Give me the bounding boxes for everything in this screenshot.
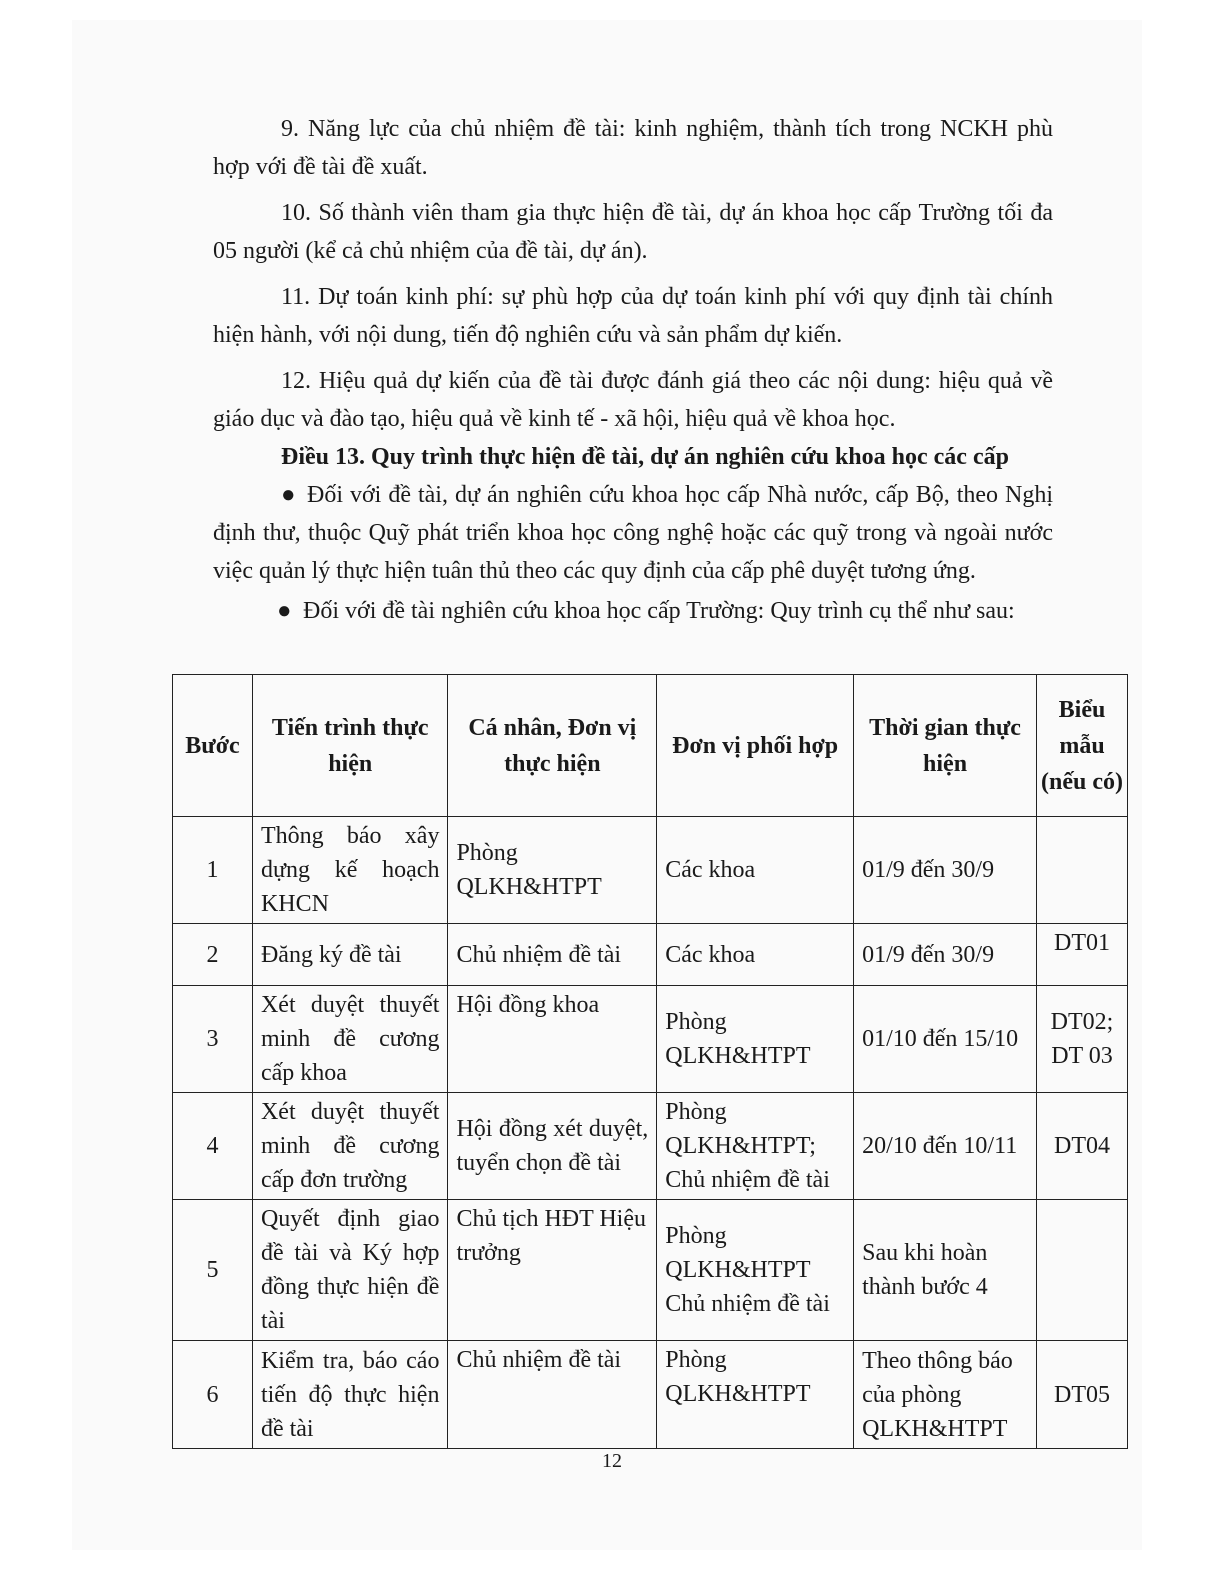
cell-process: Xét duyệt thuyết minh đề cương cấp đơn trường xyxy=(252,1093,448,1200)
cell-form xyxy=(1037,1200,1128,1341)
cell-process: Quyết định giao đề tài và Ký hợp đồng thực hiện đề tài xyxy=(252,1200,448,1341)
cell-process: Kiểm tra, báo cáo tiến độ thực hiện đề tài xyxy=(252,1341,448,1449)
cell-form: DT01 xyxy=(1037,924,1128,986)
cell-time: 01/9 đến 30/9 xyxy=(854,817,1037,924)
bullet-icon: ● xyxy=(281,482,296,508)
header-form: Biểu mẫu (nếu có) xyxy=(1037,675,1128,817)
bullet-item-school xyxy=(213,592,1053,630)
bullet-text: Đối với đề tài nghiên cứu khoa học cấp Trường: Quy trình cụ thể như sau: xyxy=(303,598,1015,624)
bullet-icon: ● xyxy=(277,598,292,624)
cell-coordinator: Phòng QLKH&HTPT; Chủ nhiệm đề tài xyxy=(657,1093,854,1200)
cell-form: DT04 xyxy=(1037,1093,1128,1200)
cell-step: 3 xyxy=(173,986,253,1093)
cell-time: 01/10 đến 15/10 xyxy=(854,986,1037,1093)
header-executor: Cá nhân, Đơn vị thực hiện xyxy=(448,675,657,817)
cell-coordinator: Các khoa xyxy=(657,817,854,924)
cell-process: Đăng ký đề tài xyxy=(252,924,448,986)
table-row xyxy=(173,1200,1128,1341)
paragraph-12: 12. Hiệu quả dự kiến của đề tài được đánh giá theo các nội dung: hiệu quả về giáo dục và đào tạo, hiệu quả về kinh tế - xã hội, hiệu quả về khoa học. xyxy=(213,368,1053,432)
cell-executor: Phòng QLKH&HTPT xyxy=(448,817,657,924)
table-header-row xyxy=(173,675,1128,817)
header-coordinator: Đơn vị phối hợp xyxy=(657,675,854,817)
cell-step: 4 xyxy=(173,1093,253,1200)
cell-step: 2 xyxy=(173,924,253,986)
cell-form: DT05 xyxy=(1037,1341,1128,1449)
cell-step: 6 xyxy=(173,1341,253,1449)
cell-coordinator: Phòng QLKH&HTPT Chủ nhiệm đề tài xyxy=(657,1200,854,1341)
cell-process: Thông báo xây dựng kế hoạch KHCN xyxy=(252,817,448,924)
table-row xyxy=(173,1093,1128,1200)
cell-time: Sau khi hoàn thành bước 4 xyxy=(854,1200,1037,1341)
table-row xyxy=(173,986,1128,1093)
table-row xyxy=(173,924,1128,986)
header-time: Thời gian thực hiện xyxy=(854,675,1037,817)
cell-step: 1 xyxy=(173,817,253,924)
document-body xyxy=(213,110,1053,630)
table-row xyxy=(173,817,1128,924)
cell-time: Theo thông báo của phòng QLKH&HTPT xyxy=(854,1341,1037,1449)
cell-time: 20/10 đến 10/11 xyxy=(854,1093,1037,1200)
cell-form: DT02; DT 03 xyxy=(1037,986,1128,1093)
cell-coordinator: Các khoa xyxy=(657,924,854,986)
cell-coordinator: Phòng QLKH&HTPT xyxy=(657,1341,854,1449)
cell-executor: Chủ nhiệm đề tài xyxy=(448,924,657,986)
cell-process: Xét duyệt thuyết minh đề cương cấp khoa xyxy=(252,986,448,1093)
cell-executor: Chủ nhiệm đề tài xyxy=(448,1341,657,1449)
cell-executor: Chủ tịch HĐT Hiệu trưởng xyxy=(448,1200,657,1341)
procedure-table xyxy=(172,674,1128,1449)
bullet-text: Đối với đề tài, dự án nghiên cứu khoa học cấp Nhà nước, cấp Bộ, theo Nghị định thư, thuộc Quỹ phát triển khoa học công nghệ hoặc các quỹ trong và ngoài nước việc quản lý thực hiện tuân thủ theo các quy định của cấp phê duyệt tương ứng. xyxy=(213,482,1053,584)
cell-coordinator: Phòng QLKH&HTPT xyxy=(657,986,854,1093)
paragraph-9: 9. Năng lực của chủ nhiệm đề tài: kinh nghiệm, thành tích trong NCKH phù hợp với đề tài đề xuất. xyxy=(213,116,1053,180)
cell-form xyxy=(1037,817,1128,924)
table-row xyxy=(173,1341,1128,1449)
cell-executor: Hội đồng xét duyệt, tuyển chọn đề tài xyxy=(448,1093,657,1200)
cell-time: 01/9 đến 30/9 xyxy=(854,924,1037,986)
paragraph-10: 10. Số thành viên tham gia thực hiện đề tài, dự án khoa học cấp Trường tối đa 05 người (kể cả chủ nhiệm của đề tài, dự án). xyxy=(213,200,1053,264)
paragraph-11: 11. Dự toán kinh phí: sự phù hợp của dự toán kinh phí với quy định tài chính hiện hành, với nội dung, tiến độ nghiên cứu và sản phẩm dự kiến. xyxy=(213,284,1053,348)
article-heading: Điều 13. Quy trình thực hiện đề tài, dự án nghiên cứu khoa học các cấp xyxy=(281,444,1009,470)
bullet-item-national xyxy=(213,476,1053,590)
header-process: Tiến trình thực hiện xyxy=(252,675,448,817)
header-step: Bước xyxy=(173,675,253,817)
page-number: 12 xyxy=(602,1450,622,1472)
cell-step: 5 xyxy=(173,1200,253,1341)
cell-executor: Hội đồng khoa xyxy=(448,986,657,1093)
